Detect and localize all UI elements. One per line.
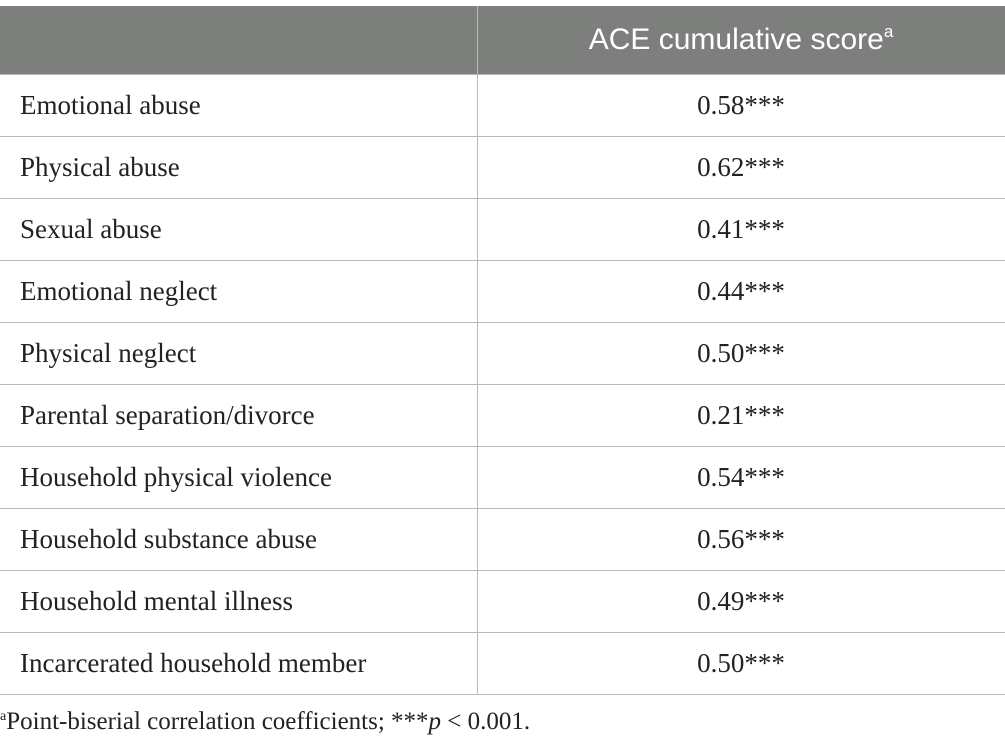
table-row bbox=[0, 447, 1005, 509]
row-label: Physical neglect bbox=[0, 323, 477, 385]
table-footnote bbox=[0, 708, 530, 736]
header-footnote-marker: a bbox=[883, 22, 894, 41]
header-ace-score bbox=[477, 6, 1005, 75]
table-row bbox=[0, 137, 1005, 199]
table-row bbox=[0, 385, 1005, 447]
footnote-text: Point-biserial correlation coefficients; *** bbox=[6, 708, 429, 735]
row-value: 0.50*** bbox=[477, 633, 1005, 695]
footnote-p-symbol: p bbox=[428, 708, 442, 735]
row-value: 0.50*** bbox=[477, 323, 1005, 385]
table-row bbox=[0, 633, 1005, 695]
correlation-table bbox=[0, 6, 1005, 695]
row-label: Household mental illness bbox=[0, 571, 477, 633]
header-ace-score-label: ACE cumulative score bbox=[588, 23, 884, 56]
footnote-threshold: < 0.001. bbox=[441, 708, 531, 735]
table-row bbox=[0, 75, 1005, 137]
row-label: Parental separation/divorce bbox=[0, 385, 477, 447]
row-value: 0.54*** bbox=[477, 447, 1005, 509]
header-blank-cell bbox=[0, 6, 477, 75]
row-label: Emotional abuse bbox=[0, 75, 477, 137]
row-label: Emotional neglect bbox=[0, 261, 477, 323]
table-header bbox=[0, 6, 1005, 75]
table-row bbox=[0, 509, 1005, 571]
table-row bbox=[0, 199, 1005, 261]
row-label: Incarcerated household member bbox=[0, 633, 477, 695]
table-row bbox=[0, 571, 1005, 633]
header-row bbox=[0, 6, 1005, 75]
row-value: 0.58*** bbox=[477, 75, 1005, 137]
table-row bbox=[0, 323, 1005, 385]
row-value: 0.49*** bbox=[477, 571, 1005, 633]
table-row bbox=[0, 261, 1005, 323]
row-label: Household physical violence bbox=[0, 447, 477, 509]
row-value: 0.56*** bbox=[477, 509, 1005, 571]
row-label: Household substance abuse bbox=[0, 509, 477, 571]
row-value: 0.62*** bbox=[477, 137, 1005, 199]
row-value: 0.41*** bbox=[477, 199, 1005, 261]
footnote-marker: a bbox=[0, 709, 7, 724]
table-body bbox=[0, 75, 1005, 695]
row-label: Sexual abuse bbox=[0, 199, 477, 261]
row-label: Physical abuse bbox=[0, 137, 477, 199]
row-value: 0.21*** bbox=[477, 385, 1005, 447]
row-value: 0.44*** bbox=[477, 261, 1005, 323]
